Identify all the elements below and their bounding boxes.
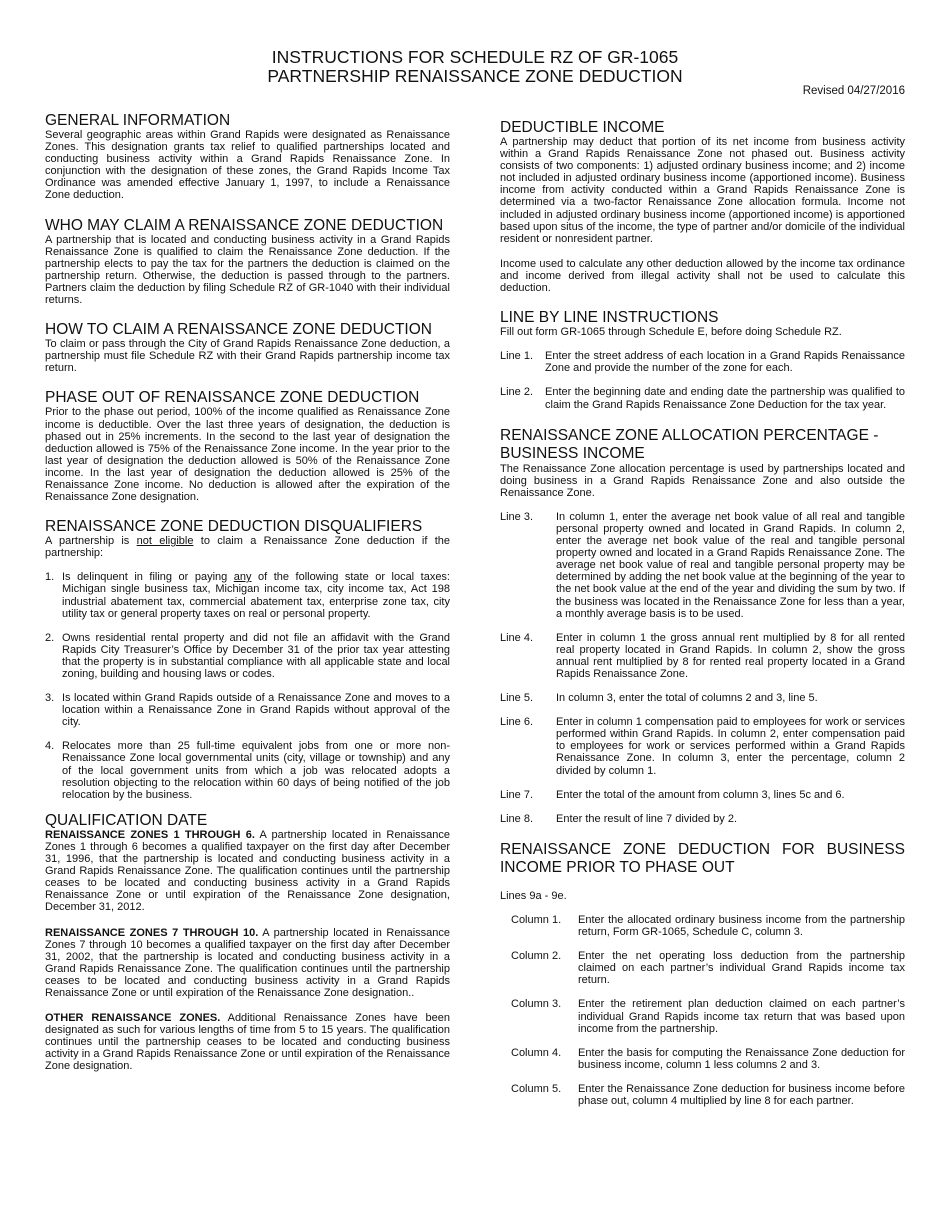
who-section xyxy=(45,218,450,307)
instruction-line xyxy=(500,386,905,410)
column-label: Column 1. xyxy=(511,913,562,926)
column-label: Column 4. xyxy=(511,1046,562,1059)
line-text: Enter the total of the amount from column 3, lines 5c and 6. xyxy=(556,788,845,801)
column-instruction xyxy=(500,998,905,1034)
qual-p1-text: A partnership located in Renaissance Zones 1 through 6 becomes a qualified taxpayer on the first day after December 31, 1996, that the partnership is located and conducting business activity in a Grand Rapids Renaissance Zone. The qualification continues until the partnership ceases to be located and conducting business activity in a Grand Rapids Renaissance Zone or until expiration of the Renaissance Zone designation, December 31, 2012. xyxy=(45,828,450,914)
left-column xyxy=(45,113,450,1073)
prior-section xyxy=(500,841,905,1107)
column-instruction xyxy=(500,1083,905,1107)
prior-heading: RENAISSANCE ZONE DEDUCTION FOR BUSINESS INCOME PRIOR TO PHASE OUT xyxy=(500,840,905,876)
instruction-line xyxy=(500,350,905,374)
disq-heading: RENAISSANCE ZONE DEDUCTION DISQUALIFIERS xyxy=(45,518,423,536)
column-instruction xyxy=(500,950,905,986)
title-line-1: INSTRUCTIONS FOR SCHEDULE RZ OF GR-1065 xyxy=(271,47,679,67)
list-number: 1. xyxy=(45,571,55,584)
alloc-intro: The Renaissance Zone allocation percentage is used by partnerships located and doing business in a Grand Rapids Renaissance Zone and also outside the Renaissance Zone. xyxy=(500,462,905,499)
deductible-section xyxy=(500,120,905,294)
disq-intro-underlined: not eligible xyxy=(136,535,194,548)
list-item xyxy=(45,571,450,619)
list-number: 4. xyxy=(45,740,55,753)
qual-p1 xyxy=(45,829,450,914)
list-text: Owns residential rental property and did not file an affidavit with the Grand Rapids City Treasurer’s Office by December 31 of the prior tax year attesting that the property is in substantial compliance with all applicable state and local zoning, building and housing laws or codes. xyxy=(62,631,450,680)
instruction-line xyxy=(500,632,905,680)
line-text: In column 1, enter the average net book value of all real and tangible personal property owned and located in Grand Rapids. In column 2, enter the average net book value of the real and tangible personal property owned and located in a Grand Rapids Renaissance Zone. The average net book value of real and tangible personal property may be determined by adding the net book value at the beginning of the year to the net book value at the end of the year and dividing the sum by two. If the business was located in the Renaissance Zone for less than a year, a monthly average basis is to be used. xyxy=(556,510,905,620)
instruction-line xyxy=(500,511,905,620)
list-item xyxy=(45,692,450,728)
column-text: Enter the allocated ordinary business income from the partnership return, Form GR-1065, Schedule C, column 3. xyxy=(578,913,905,939)
column-instruction xyxy=(500,1047,905,1071)
deductible-heading: DEDUCTIBLE INCOME xyxy=(500,119,665,136)
lbl-intro: Fill out form GR-1065 through Schedule E, before doing Schedule RZ. xyxy=(500,326,842,339)
phase-section xyxy=(45,390,450,503)
title-line-2: PARTNERSHIP RENAISSANCE ZONE DEDUCTION xyxy=(267,66,683,86)
deductible-p2: Income used to calculate any other deduction allowed by the income tax ordinance and income derived from illegal activity shall not be used to calculate this deduction. xyxy=(500,257,905,295)
revised-date: Revised 04/27/2016 xyxy=(802,85,905,97)
column-text: Enter the basis for computing the Renaissance Zone deduction for business income, column 1 less columns 2 and 3. xyxy=(578,1046,905,1071)
how-section xyxy=(45,322,450,374)
allocation-section xyxy=(500,427,905,825)
line-text: Enter in column 1 compensation paid to employees for work or services performed within Grand Rapids. In column 2, enter compensation paid to employees for work or services performed within a Grand Rapids Renaissance Zone. In column 3, enter the percentage, column 2 divided by column 1. xyxy=(556,716,905,777)
who-heading: WHO MAY CLAIM A RENAISSANCE ZONE DEDUCTION xyxy=(45,216,444,234)
line-label: Line 3. xyxy=(500,510,534,523)
phase-heading: PHASE OUT OF RENAISSANCE ZONE DEDUCTION xyxy=(45,389,420,407)
list-text: Is located within Grand Rapids outside of a Renaissance Zone and moves to a location within a Renaissance Zone in Grand Rapids without approval of the city. xyxy=(62,692,450,729)
line-text: Enter the result of line 7 divided by 2. xyxy=(556,812,737,825)
general-heading: GENERAL INFORMATION xyxy=(45,112,231,129)
right-column xyxy=(500,120,905,1107)
how-text: To claim or pass through the City of Grand Rapids Renaissance Zone deduction, a partnership must file Schedule RZ with their Grand Rapids partnership income tax return. xyxy=(45,338,450,375)
column-label: Column 3. xyxy=(511,998,562,1011)
item1-underlined: any xyxy=(233,571,252,584)
column-label: Column 5. xyxy=(511,1082,562,1095)
document-title xyxy=(0,48,950,86)
line-text: Enter the street address of each location in a Grand Rapids Renaissance Zone and provide the number of the zone for each. xyxy=(545,350,905,375)
qual-heading: QUALIFICATION DATE xyxy=(45,811,208,829)
instruction-line xyxy=(500,813,905,825)
disq-intro-a: A partnership is xyxy=(45,535,137,548)
qual-p3-bold: OTHER RENAISSANCE ZONES. xyxy=(45,1012,221,1025)
qual-p2 xyxy=(45,927,450,1000)
deductible-p1: A partnership may deduct that portion of its net income from business activity within a Grand Rapids Renaissance Zone not phased out. Business activity consists of two components: 1) adjusted ordinary business income; and 2) income not included in adjusted ordinary business income (apportioned income). Business income from activity conducted within a Grand Rapids Renaissance Zone is determined via a two-factor Renaissance Zone allocation formula. Income not included in adjusted ordinary business income (apportioned income) is apportioned based upon situs of the income, the type of partner and/or domicile of the individual resident or nonresident partner. xyxy=(500,136,905,245)
general-text: Several geographic areas within Grand Rapids were designated as Renaissance Zones. This designation grants tax relief to qualified partnerships located and conducting business activity within a Grand Rapids Renaissance Zone. In conjunction with the designation of these zones, the Grand Rapids Income Tax Ordinance was amended effective January 1, 1997, to include a Renaissance Zone deduction. xyxy=(45,129,450,202)
instruction-line xyxy=(500,789,905,801)
qual-p1-bold: RENAISSANCE ZONES 1 THROUGH 6. xyxy=(45,828,255,841)
line-label: Line 4. xyxy=(500,631,534,644)
list-text xyxy=(62,571,450,619)
list-number: 2. xyxy=(45,631,55,644)
who-text: A partnership that is located and conducting business activity in a Grand Rapids Renaissance Zone is qualified to claim the Renaissance Zone deduction. If the partnership elects to pay the tax for the partners the deduction is claimed on the partnership return. Otherwise, the deduction is passed through to the partners. Partners claim the deduction by filing Schedule RZ of GR-1040 with their individual returns. xyxy=(45,233,450,307)
line-label: Line 7. xyxy=(500,788,534,801)
line-text: Enter in column 1 the gross annual rent multiplied by 8 for all rented real property located in Grand Rapids. In column 2, show the gross annual rent multiplied by 8 for rented real property located in a Grand Rapids Renaissance Zone. xyxy=(556,631,905,680)
qualification-section xyxy=(45,813,450,1073)
phase-text: Prior to the phase out period, 100% of the income qualified as Renaissance Zone income is deductible. Over the last three years of designation, the deduction is phased out in 25% increments. In the second to the last year of designation the deduction allowed is 75% of the Renaissance Zone income. In the year prior to the last year of designation the deduction allowed is 50% of the Renaissance Zone income. In the last year of designation the deduction allowed is 25% of the Renaissance Zone income. No deduction is allowed after the expiration of the Renaissance Zone designation. xyxy=(45,406,450,504)
list-item xyxy=(45,740,450,800)
qual-p2-text: A partnership located in Renaissance Zones 7 through 10 becomes a qualified taxpayer on the first day after December 31, 2002, that the partnership is located and conducting business activity in a Grand Rapids Renaissance Zone. The qualification continues until the partnership ceases to be located and conducting business activity in a Grand Rapids Renaissance Zone or until expiration of the Renaissance Zone designation.. xyxy=(45,926,451,999)
column-label: Column 2. xyxy=(511,950,562,963)
item1-b: of the following state or local taxes: Michigan single business tax, Michigan income tax, city income tax, Act 198 industrial abatement tax, commercial abatement tax, enterprise zone tax, city utility tax or general property taxes on real or personal property. xyxy=(62,571,450,620)
line-label: Line 5. xyxy=(500,692,534,705)
column-text: Enter the net operating loss deduction from the partnership claimed on each partner’s individual Grand Rapids income tax return. xyxy=(578,950,905,987)
disq-intro-b: to claim a Renaissance Zone deduction if the partnership: xyxy=(45,535,451,560)
list-text: Relocates more than 25 full-time equivalent jobs from one or more non-Renaissance Zone local governmental units (city, village or township) and any of the local government units from which a job was relocated adopts a resolution objecting to the relocation within 60 days of being notified of the job relocation by the business. xyxy=(62,740,450,801)
line-label: Line 8. xyxy=(500,812,534,825)
line-label: Line 2. xyxy=(500,386,534,399)
list-number: 3. xyxy=(45,692,55,705)
line-label: Line 1. xyxy=(500,350,534,363)
list-item xyxy=(45,632,450,680)
lbl-heading: LINE BY LINE INSTRUCTIONS xyxy=(500,309,719,327)
line-by-line-section xyxy=(500,310,905,410)
alloc-heading: RENAISSANCE ZONE ALLOCATION PERCENTAGE - BUSINESS INCOME xyxy=(500,426,879,462)
line-text: Enter the beginning date and ending date the partnership was qualified to claim the Grand Rapids Renaissance Zone Deduction for the tax year. xyxy=(545,386,905,411)
column-text: Enter the retirement plan deduction claimed on each partner’s individual Grand Rapids income tax return that was based upon income from the partnership. xyxy=(578,998,905,1035)
qual-p2-bold: RENAISSANCE ZONES 7 THROUGH 10. xyxy=(45,926,259,939)
line-label: Line 6. xyxy=(500,716,534,729)
column-instruction xyxy=(500,914,905,938)
line-text: In column 3, enter the total of columns 2 and 3, line 5. xyxy=(556,692,818,705)
disq-list xyxy=(45,571,450,801)
instruction-line xyxy=(500,716,905,776)
disq-intro xyxy=(45,535,450,559)
qual-p3 xyxy=(45,1012,450,1072)
prior-lines-label: Lines 9a - 9e. xyxy=(500,889,567,902)
instruction-line xyxy=(500,692,905,704)
how-heading: HOW TO CLAIM A RENAISSANCE ZONE DEDUCTION xyxy=(45,321,432,339)
qual-p3-text: Additional Renaissance Zones have been designated as such for various lengths of time from 5 to 15 years. The qualification continues until the partnership ceases to be located and conducting business activity in a Grand Rapids Renaissance Zone or until expiration of the Renaissance Zone designation. xyxy=(45,1012,450,1073)
general-section xyxy=(45,113,450,202)
item1-a: Is delinquent in filing or paying xyxy=(62,571,234,584)
column-text: Enter the Renaissance Zone deduction for business income before phase out, column 4 multiplied by line 8 for each partner. xyxy=(578,1082,905,1107)
disqualifiers-section xyxy=(45,519,450,801)
